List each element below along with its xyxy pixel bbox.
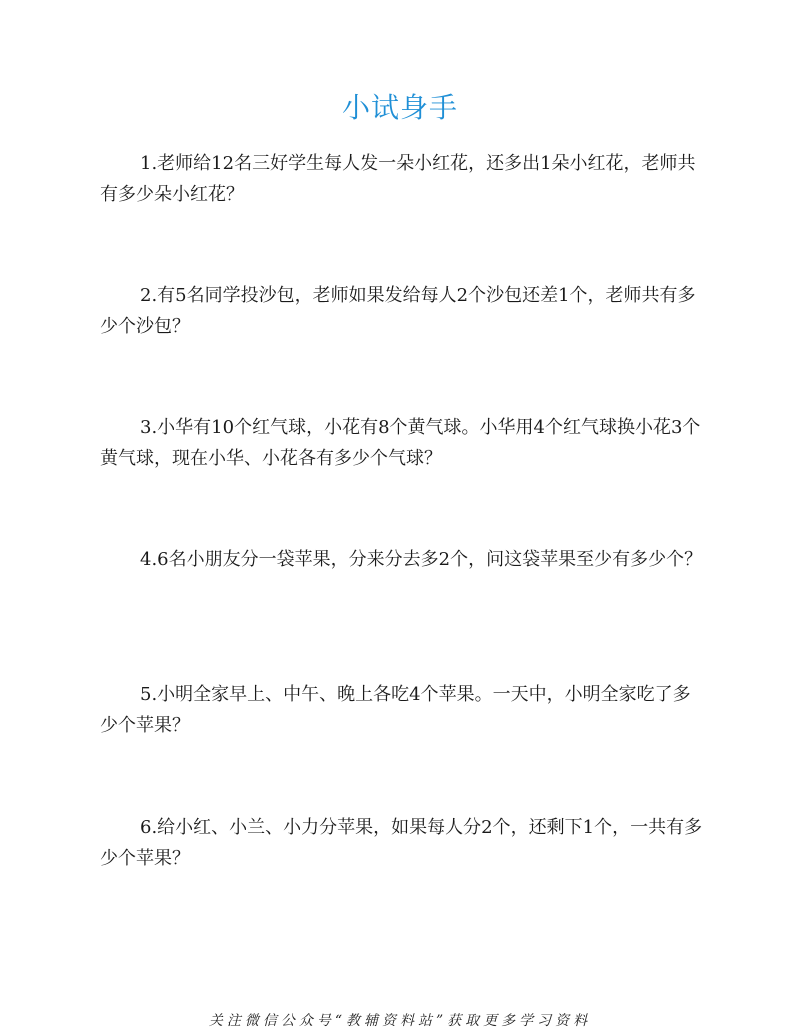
question-5: 5.小明全家早上、中午、晚上各吃4个苹果。一天中，小明全家吃了多少个苹果？: [100, 684, 691, 736]
question-3: 3.小华有10个红气球，小花有8个黄气球。小华用4个红气球换小花3个黄气球，现在小华、小花各有多少个气球？: [100, 417, 701, 469]
footer-note: 关注微信公众号“教辅资料站”获取更多学习资料: [208, 1013, 592, 1029]
question-6: 6.给小红、小兰、小力分苹果，如果每人分2个，还剩下1个，一共有多少个苹果？: [100, 817, 703, 869]
page-title: 小试身手: [341, 91, 458, 124]
question-1: 1.老师给12名三好学生每人发一朵小红花，还多出1朵小红花，老师共有多少朵小红花？: [100, 153, 696, 205]
question-4: 4.6名小朋友分一袋苹果，分来分去多2个，问这袋苹果至少有多少个？: [140, 549, 703, 570]
question-2: 2.有5名同学投沙包，老师如果发给每人2个沙包还差1个，老师共有多少个沙包？: [100, 285, 696, 337]
